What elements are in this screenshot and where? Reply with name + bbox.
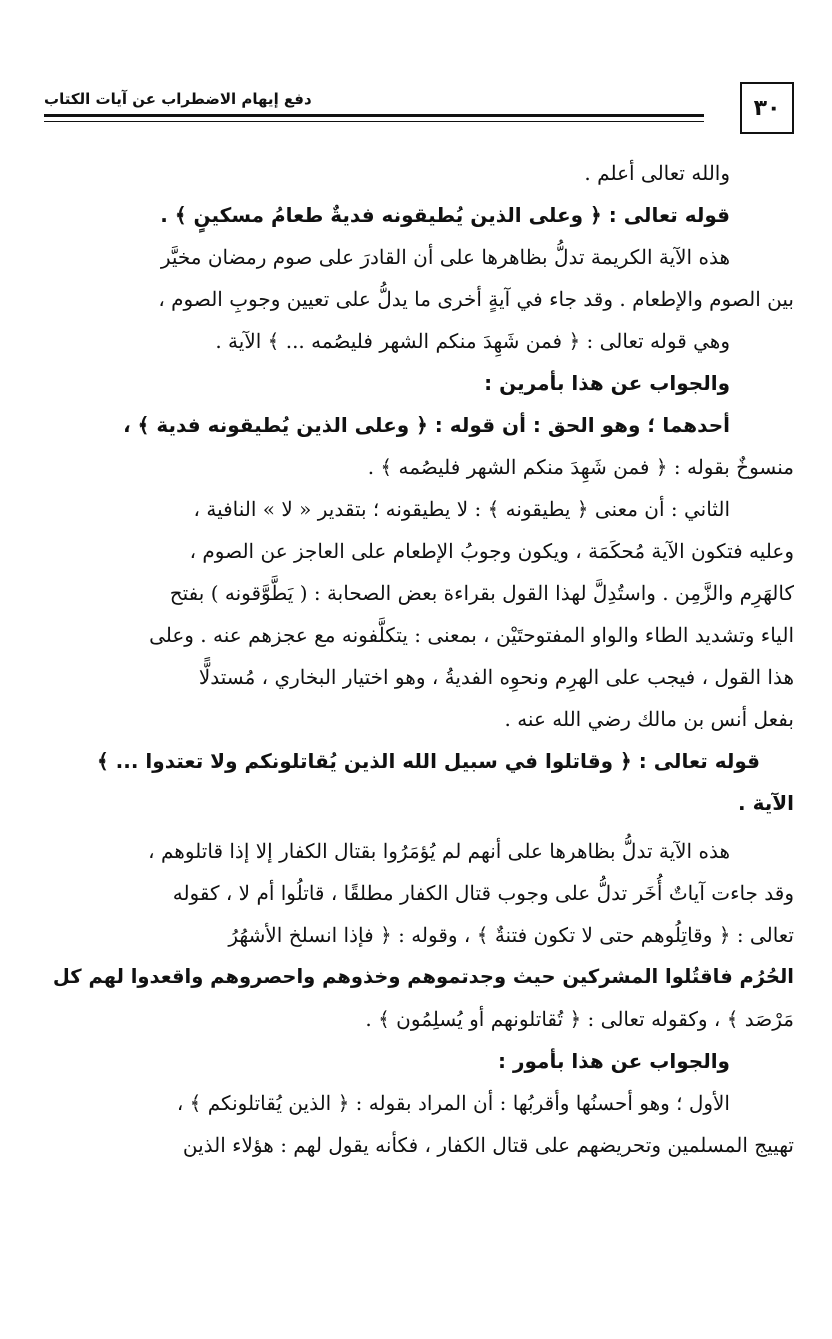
text-line: هذا القول ، فيجب على الهرِم ونحوِه الفديةُ ، وهو اختيار البخاري ، مُستدلًّا (198, 665, 794, 689)
text-line: بين الصوم والإطعام . وقد جاء في آيةٍ أخرى ما يدلُّ على تعيين وجوبِ الصوم ، (158, 287, 794, 311)
header-rule-thick (44, 114, 704, 117)
verse-heading: قوله تعالى : ﴿ وعلى الذين يُطيقونه فديةٌ طعامُ مسكينٍ ﴾ . (160, 203, 730, 227)
text-line: هذه الآية تدلُّ بظاهرها على أنهم لم يُؤمَرُوا بقتال الكفار إلا إذا قاتلوهم ، (148, 839, 730, 863)
text-line: الثاني : أن معنى ﴿ يطيقونه ﴾ : لا يطيقونه ؛ بتقدير « لا » النافية ، (193, 497, 730, 521)
text-line: تهييج المسلمين وتحريضهم على قتال الكفار ، فكأنه يقول لهم : هؤلاء الذين (182, 1133, 794, 1157)
header-rule-thin (44, 121, 704, 122)
text-line: مَرْصَد ﴾ ، وكقوله تعالى : ﴿ تُقاتلونهم أو يُسلِمُون ﴾ . (365, 1007, 794, 1031)
text-line: هذه الآية الكريمة تدلُّ بظاهرها على أن القادرَ على صوم رمضان مخيَّر (160, 245, 730, 269)
text-line: منسوخٌ بقوله : ﴿ فمن شَهِدَ منكم الشهر فليصُمه ﴾ . (367, 455, 794, 479)
text-line: أحدهما ؛ وهو الحق : أن قوله : ﴿ وعلى الذين يُطيقونه فدية ﴾ ، (123, 413, 730, 437)
page-header (44, 82, 794, 140)
text-line: كالهَرِم والزَّمِن . واستُدِلَّ لهذا القول بقراءة بعض الصحابة : ( يَطَّوَّقونه ) بفتح (169, 581, 794, 605)
text-line: الآية . (738, 791, 794, 815)
answer-heading: والجواب عن هذا بأمور : (498, 1049, 730, 1073)
text-line: والله تعالى أعلم . (584, 161, 730, 185)
page-body (42, 152, 794, 1166)
text-line: وقد جاءت آياتٌ أُخَر تدلُّ على وجوب قتال الكفار مطلقًا ، قاتلُوا أم لا ، كقوله (172, 881, 794, 905)
text-line: بفعل أنس بن مالك رضي الله عنه . (504, 707, 794, 731)
page-number: ٣٠ (740, 82, 794, 134)
text-line: تعالى : ﴿ وقاتِلُوهم حتى لا تكون فتنةٌ ﴾ ، وقوله : ﴿ فإذا انسلخ الأشهُرُ (228, 923, 794, 947)
verse-heading: قوله تعالى : ﴿ وقاتلوا في سبيل الله الذين يُقاتلونكم ولا تعتدوا ... ﴾ (96, 749, 760, 773)
answer-heading: والجواب عن هذا بأمرين : (484, 371, 730, 395)
text-line: الأول ؛ وهو أحسنُها وأقربُها : أن المراد بقوله : ﴿ الذين يُقاتلونكم ﴾ ، (176, 1091, 730, 1115)
running-title: دفع إيهام الاضطراب عن آيات الكتاب (44, 90, 312, 108)
text-line: وهي قوله تعالى : ﴿ فمن شَهِدَ منكم الشهر فليصُمه ... ﴾ الآية . (215, 329, 730, 353)
text-line: الياء وتشديد الطاء والواو المفتوحتَيْن ، بمعنى : يتكلَّفونه مع عجزهم عنه . وعلى (149, 623, 794, 647)
text-line: وعليه فتكون الآية مُحكَمَة ، ويكون وجوبُ الإطعام على العاجز عن الصوم ، (189, 539, 794, 563)
text-line: الحُرُم فاقتُلوا المشركين حيث وجدتموهم وخذوهم واحصروهم واقعدوا لهم كل (52, 965, 794, 988)
